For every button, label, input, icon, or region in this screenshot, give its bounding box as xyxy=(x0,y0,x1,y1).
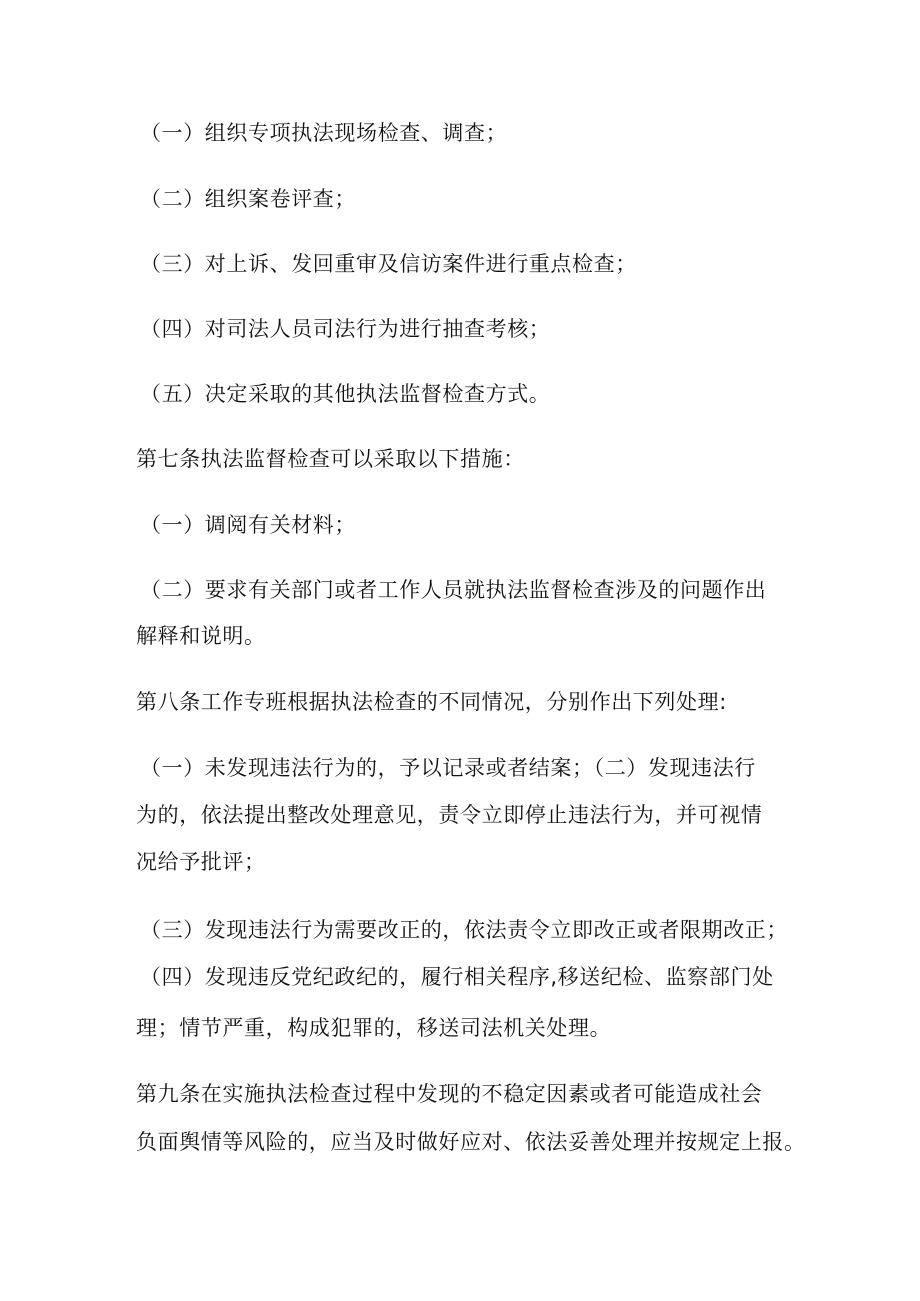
measure-item-review-materials: （一）调阅有关材料； xyxy=(140,513,356,537)
article-nine-line-1: 第九条在实施执法检查过程中发现的不稳定因素或者可能造成社会 xyxy=(136,1082,763,1106)
article-seven-heading: 第七条执法监督检查可以采取以下措施： xyxy=(136,447,525,471)
article-nine-line-2: 负面舆情等风险的，应当及时做好应对、依法妥善处理并按规定上报。 xyxy=(136,1130,806,1154)
handling-item-one-two: （一）未发现违法行为的，予以记录或者结案；（二）发现违法行 xyxy=(140,756,756,780)
measure-item-require-explanation-cont: 解释和说明。 xyxy=(136,624,266,648)
article-eight-heading: 第八条工作专班根据执法检查的不同情况，分别作出下列处理: xyxy=(136,690,727,714)
list-item-case-review: （二）组织案卷评查； xyxy=(140,187,356,211)
list-item-organize-inspection: （一）组织专项执法现场检查、调查； xyxy=(140,121,508,145)
list-item-spot-check: （四）对司法人员司法行为进行抽查考核； xyxy=(140,317,551,341)
handling-item-one-two-cont-1: 为的，依法提出整改处理意见，责令立即停止违法行为，并可视情 xyxy=(136,803,763,827)
measure-item-require-explanation: （二）要求有关部门或者工作人员就执法监督检查涉及的问题作出 xyxy=(140,578,767,602)
list-item-other-methods: （五）决定采取的其他执法监督检查方式。 xyxy=(140,382,551,406)
handling-item-four: （四）发现违反党纪政纪的，履行相关程序,移送纪检、监察部门处 xyxy=(140,965,774,989)
list-item-key-inspection: （三）对上诉、发回重审及信访案件进行重点检查； xyxy=(140,252,637,276)
handling-item-one-two-cont-2: 况给予批评； xyxy=(136,850,266,874)
handling-item-four-cont: 理；情节严重，构成犯罪的，移送司法机关处理。 xyxy=(136,1016,612,1040)
handling-item-three: （三）发现违法行为需要改正的，依法责令立即改正或者限期改正； xyxy=(140,918,788,942)
